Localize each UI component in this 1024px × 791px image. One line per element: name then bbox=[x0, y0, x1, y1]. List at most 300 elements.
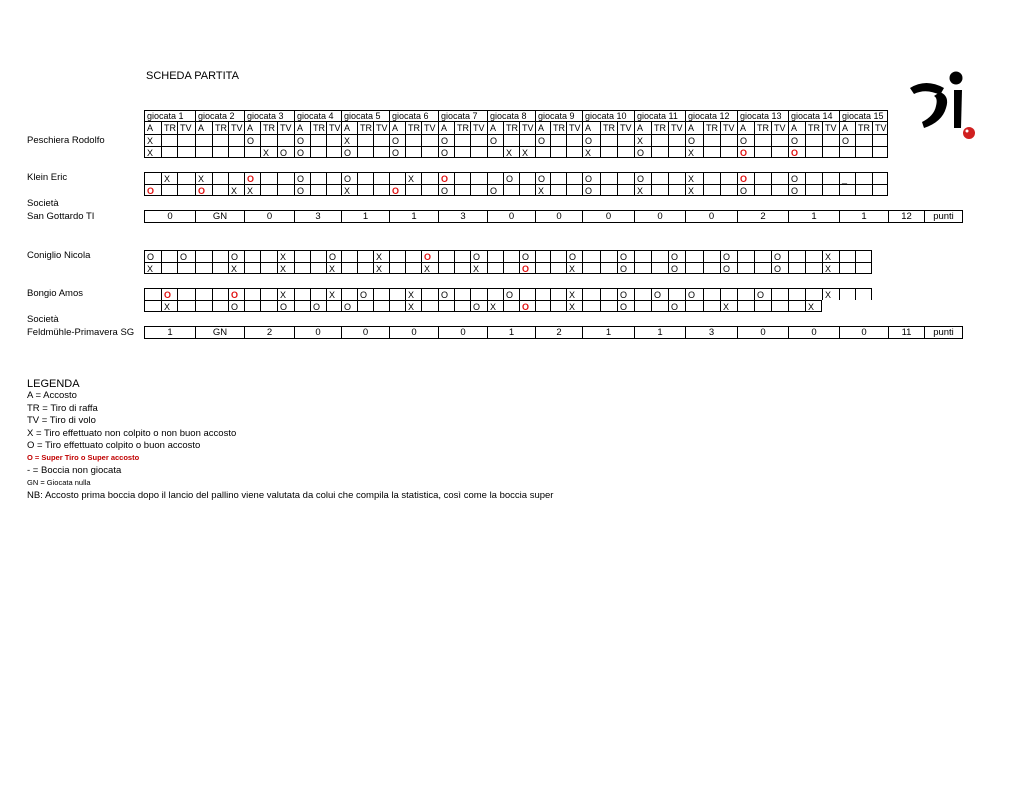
score-cell bbox=[685, 300, 703, 312]
score-cell bbox=[535, 250, 550, 262]
score-cell: O bbox=[294, 134, 310, 146]
score-cell bbox=[310, 172, 326, 184]
score-cell: X bbox=[144, 134, 161, 146]
score-cell bbox=[326, 172, 341, 184]
score-cell bbox=[244, 300, 260, 312]
score-cell: X bbox=[405, 288, 421, 300]
score-cell: X bbox=[566, 288, 582, 300]
score-cell bbox=[805, 146, 822, 158]
score-cell bbox=[582, 288, 600, 300]
score-cell bbox=[839, 262, 855, 274]
score-cell bbox=[260, 288, 277, 300]
round-header: giocata 7 bbox=[438, 110, 487, 121]
team1-total: 1 bbox=[341, 210, 389, 223]
score-cell bbox=[668, 146, 685, 158]
score-cell bbox=[805, 288, 822, 300]
score-cell: O bbox=[737, 134, 754, 146]
score-cell: O bbox=[310, 300, 326, 312]
score-cell: O bbox=[244, 134, 260, 146]
score-cell bbox=[294, 300, 310, 312]
legend-item: TR = Tiro di raffa bbox=[27, 402, 98, 414]
score-cell: O bbox=[294, 172, 310, 184]
score-cell bbox=[470, 134, 487, 146]
score-cell: X bbox=[421, 262, 438, 274]
column-header: TR bbox=[651, 121, 668, 134]
column-header: TV bbox=[519, 121, 535, 134]
score-cell: O bbox=[634, 146, 651, 158]
score-cell: X bbox=[277, 250, 294, 262]
team1-total: 2 bbox=[737, 210, 788, 223]
bocce-player-logo bbox=[906, 68, 982, 142]
score-cell bbox=[685, 262, 703, 274]
score-cell: O bbox=[195, 184, 212, 196]
page-title: SCHEDA PARTITA bbox=[146, 70, 239, 82]
column-header: TV bbox=[771, 121, 788, 134]
score-cell bbox=[470, 288, 487, 300]
score-cell: O bbox=[617, 288, 634, 300]
team2-total: GN bbox=[195, 326, 244, 339]
score-cell bbox=[634, 250, 651, 262]
score-cell: O bbox=[535, 172, 550, 184]
score-cell: X bbox=[405, 172, 421, 184]
round-header: giocata 4 bbox=[294, 110, 341, 121]
score-cell bbox=[703, 134, 720, 146]
score-cell bbox=[822, 172, 839, 184]
score-cell bbox=[244, 250, 260, 262]
score-cell bbox=[519, 172, 535, 184]
score-cell: O bbox=[839, 134, 855, 146]
score-cell bbox=[805, 184, 822, 196]
score-cell bbox=[703, 300, 720, 312]
score-cell bbox=[454, 172, 470, 184]
score-cell: O bbox=[294, 184, 310, 196]
team2-total: 0 bbox=[438, 326, 487, 339]
score-cell: O bbox=[357, 288, 373, 300]
score-cell bbox=[244, 146, 260, 158]
legend-note: NB: Accosto prima boccia dopo il lancio del pallino viene valutata da colui che compila la statistica, così come la boccia super bbox=[27, 489, 554, 501]
score-cell: X bbox=[634, 184, 651, 196]
score-cell: X bbox=[720, 300, 737, 312]
score-cell: O bbox=[161, 288, 177, 300]
column-header: TR bbox=[600, 121, 617, 134]
score-cell: X bbox=[195, 172, 212, 184]
score-cell bbox=[855, 262, 872, 274]
score-cell bbox=[519, 134, 535, 146]
score-cell bbox=[212, 262, 228, 274]
column-header: TV bbox=[228, 121, 244, 134]
score-cell: O bbox=[771, 250, 788, 262]
score-cell bbox=[805, 250, 822, 262]
team1-total: 0 bbox=[244, 210, 294, 223]
column-header: TR bbox=[161, 121, 177, 134]
score-cell bbox=[487, 288, 503, 300]
legend-item: TV = Tiro di volo bbox=[27, 415, 96, 427]
score-cell bbox=[872, 184, 888, 196]
team2-total: 0 bbox=[737, 326, 788, 339]
round-header: giocata 1 bbox=[144, 110, 195, 121]
column-header: A bbox=[144, 121, 161, 134]
score-cell: O bbox=[228, 288, 244, 300]
score-cell: X bbox=[161, 300, 177, 312]
column-header: A bbox=[737, 121, 754, 134]
score-cell bbox=[855, 288, 872, 300]
team2-total: 0 bbox=[341, 326, 389, 339]
column-header: TR bbox=[212, 121, 228, 134]
score-cell: O bbox=[685, 288, 703, 300]
score-cell bbox=[195, 134, 212, 146]
score-cell bbox=[582, 262, 600, 274]
score-cell bbox=[454, 288, 470, 300]
column-header: A bbox=[788, 121, 805, 134]
score-cell: X bbox=[326, 288, 341, 300]
score-cell: O bbox=[389, 134, 405, 146]
score-cell bbox=[421, 172, 438, 184]
score-cell bbox=[260, 250, 277, 262]
score-cell bbox=[720, 184, 737, 196]
column-header: A bbox=[487, 121, 503, 134]
player-name: Bongio Amos bbox=[27, 288, 83, 299]
column-header: TV bbox=[326, 121, 341, 134]
score-cell bbox=[582, 250, 600, 262]
score-cell bbox=[405, 250, 421, 262]
score-cell: X bbox=[405, 300, 421, 312]
score-cell: O bbox=[487, 134, 503, 146]
column-header: TV bbox=[566, 121, 582, 134]
score-cell bbox=[177, 172, 195, 184]
score-cell bbox=[855, 146, 872, 158]
column-header: A bbox=[438, 121, 454, 134]
score-cell bbox=[177, 300, 195, 312]
column-header: A bbox=[634, 121, 651, 134]
score-cell: X bbox=[822, 262, 839, 274]
score-cell bbox=[703, 288, 720, 300]
team-name: Feldmühle-Primavera SG bbox=[27, 327, 135, 338]
score-cell: O bbox=[788, 184, 805, 196]
score-cell: O bbox=[582, 172, 600, 184]
score-cell: X bbox=[535, 184, 550, 196]
score-cell bbox=[357, 134, 373, 146]
score-cell bbox=[161, 184, 177, 196]
score-cell bbox=[754, 134, 771, 146]
score-cell bbox=[855, 250, 872, 262]
score-cell bbox=[634, 300, 651, 312]
score-cell bbox=[405, 262, 421, 274]
score-cell bbox=[310, 184, 326, 196]
score-cell bbox=[405, 146, 421, 158]
score-cell bbox=[326, 184, 341, 196]
score-cell bbox=[195, 262, 212, 274]
team2-total: 3 bbox=[685, 326, 737, 339]
column-header: A bbox=[341, 121, 357, 134]
column-header: A bbox=[839, 121, 855, 134]
score-cell bbox=[161, 146, 177, 158]
team1-total: 0 bbox=[487, 210, 535, 223]
score-cell bbox=[535, 300, 550, 312]
score-cell bbox=[771, 288, 788, 300]
score-cell: X bbox=[685, 172, 703, 184]
score-cell bbox=[310, 134, 326, 146]
score-cell bbox=[754, 184, 771, 196]
score-cell bbox=[754, 250, 771, 262]
score-cell bbox=[550, 134, 566, 146]
column-header: TR bbox=[550, 121, 566, 134]
score-cell bbox=[788, 250, 805, 262]
score-cell: O bbox=[634, 172, 651, 184]
score-cell bbox=[389, 288, 405, 300]
score-cell bbox=[260, 262, 277, 274]
score-cell: O bbox=[294, 146, 310, 158]
score-cell bbox=[566, 184, 582, 196]
score-cell bbox=[310, 262, 326, 274]
score-cell bbox=[260, 184, 277, 196]
score-cell bbox=[357, 146, 373, 158]
score-cell bbox=[405, 184, 421, 196]
score-cell: O bbox=[582, 184, 600, 196]
score-cell bbox=[470, 146, 487, 158]
score-cell bbox=[389, 172, 405, 184]
score-cell bbox=[872, 146, 888, 158]
score-cell bbox=[212, 288, 228, 300]
score-cell bbox=[503, 300, 519, 312]
score-cell: X bbox=[341, 184, 357, 196]
score-cell bbox=[373, 172, 389, 184]
team2-total: punti bbox=[924, 326, 963, 339]
score-cell bbox=[503, 134, 519, 146]
score-cell: O bbox=[470, 250, 487, 262]
score-cell bbox=[703, 262, 720, 274]
score-cell bbox=[550, 300, 566, 312]
score-cell bbox=[294, 288, 310, 300]
score-cell bbox=[668, 288, 685, 300]
round-header: giocata 9 bbox=[535, 110, 582, 121]
score-cell bbox=[212, 172, 228, 184]
player-name: Peschiera Rodolfo bbox=[27, 135, 105, 146]
column-header: TR bbox=[310, 121, 326, 134]
round-header: giocata 5 bbox=[341, 110, 389, 121]
score-cell bbox=[600, 262, 617, 274]
score-cell: X bbox=[805, 300, 822, 312]
score-cell bbox=[373, 288, 389, 300]
round-header: giocata 15 bbox=[839, 110, 888, 121]
score-cell bbox=[487, 172, 503, 184]
score-cell: _ bbox=[839, 172, 855, 184]
score-cell bbox=[454, 134, 470, 146]
score-cell bbox=[737, 288, 754, 300]
score-cell bbox=[720, 288, 737, 300]
round-header: giocata 11 bbox=[634, 110, 685, 121]
score-cell bbox=[357, 250, 373, 262]
score-cell bbox=[582, 300, 600, 312]
score-cell bbox=[600, 172, 617, 184]
team-name: San Gottardo TI bbox=[27, 211, 95, 222]
round-header: giocata 13 bbox=[737, 110, 788, 121]
score-cell: O bbox=[389, 184, 405, 196]
score-cell bbox=[668, 184, 685, 196]
score-cell: X bbox=[634, 134, 651, 146]
score-cell bbox=[600, 300, 617, 312]
team2-total: 2 bbox=[535, 326, 582, 339]
legend-heading: LEGENDA bbox=[27, 378, 80, 390]
score-cell: O bbox=[668, 250, 685, 262]
score-cell bbox=[788, 288, 805, 300]
score-cell bbox=[703, 184, 720, 196]
score-cell bbox=[651, 300, 668, 312]
score-cell: O bbox=[277, 300, 294, 312]
team1-total: 1 bbox=[788, 210, 839, 223]
score-cell bbox=[720, 134, 737, 146]
team1-total: 0 bbox=[144, 210, 195, 223]
score-cell: O bbox=[503, 172, 519, 184]
score-cell: O bbox=[771, 262, 788, 274]
score-cell bbox=[357, 184, 373, 196]
score-cell: O bbox=[277, 146, 294, 158]
score-cell bbox=[177, 146, 195, 158]
score-cell bbox=[357, 300, 373, 312]
score-cell bbox=[617, 184, 634, 196]
score-cell: O bbox=[144, 184, 161, 196]
score-cell bbox=[668, 134, 685, 146]
score-cell bbox=[651, 172, 668, 184]
team2-total: 0 bbox=[788, 326, 839, 339]
score-cell: O bbox=[438, 184, 454, 196]
score-cell: O bbox=[487, 184, 503, 196]
column-header: A bbox=[294, 121, 310, 134]
score-cell bbox=[550, 250, 566, 262]
score-cell: X bbox=[326, 262, 341, 274]
score-cell: O bbox=[754, 288, 771, 300]
round-header: giocata 2 bbox=[195, 110, 244, 121]
score-cell bbox=[470, 184, 487, 196]
score-cell bbox=[600, 288, 617, 300]
score-cell: O bbox=[668, 262, 685, 274]
score-cell bbox=[487, 262, 503, 274]
score-cell bbox=[737, 300, 754, 312]
legend-item: O = Tiro effettuato colpito o buon accosto bbox=[27, 440, 201, 452]
column-header: TV bbox=[617, 121, 634, 134]
score-cell bbox=[822, 184, 839, 196]
score-cell bbox=[277, 184, 294, 196]
score-cell bbox=[550, 262, 566, 274]
legend-dash: - = Boccia non giocata bbox=[27, 464, 122, 476]
score-cell bbox=[535, 288, 550, 300]
score-cell bbox=[212, 134, 228, 146]
column-header: A bbox=[195, 121, 212, 134]
score-cell bbox=[788, 300, 805, 312]
column-header: TV bbox=[277, 121, 294, 134]
score-cell: O bbox=[720, 262, 737, 274]
score-cell bbox=[294, 262, 310, 274]
column-header: TR bbox=[855, 121, 872, 134]
score-cell bbox=[389, 300, 405, 312]
team2-total: 2 bbox=[244, 326, 294, 339]
score-cell bbox=[341, 250, 357, 262]
team2-total: 0 bbox=[294, 326, 341, 339]
score-cell: O bbox=[685, 134, 703, 146]
score-cell bbox=[822, 146, 839, 158]
score-cell bbox=[421, 300, 438, 312]
score-cell bbox=[373, 134, 389, 146]
score-cell bbox=[438, 250, 454, 262]
score-cell bbox=[161, 262, 177, 274]
score-cell bbox=[389, 250, 405, 262]
team2-total: 0 bbox=[839, 326, 888, 339]
column-header: TR bbox=[805, 121, 822, 134]
team2-total: 1 bbox=[634, 326, 685, 339]
score-cell bbox=[600, 250, 617, 262]
score-cell bbox=[503, 250, 519, 262]
score-cell bbox=[195, 146, 212, 158]
score-cell bbox=[277, 172, 294, 184]
round-header: giocata 10 bbox=[582, 110, 634, 121]
score-cell bbox=[651, 134, 668, 146]
score-cell: X bbox=[277, 288, 294, 300]
team2-total: 1 bbox=[144, 326, 195, 339]
score-cell bbox=[310, 288, 326, 300]
score-cell bbox=[634, 288, 651, 300]
score-cell bbox=[438, 300, 454, 312]
score-cell: X bbox=[373, 250, 389, 262]
score-cell bbox=[600, 184, 617, 196]
score-cell: O bbox=[535, 134, 550, 146]
score-cell bbox=[161, 134, 177, 146]
score-cell bbox=[617, 146, 634, 158]
score-cell bbox=[566, 134, 582, 146]
score-cell bbox=[454, 262, 470, 274]
score-cell: O bbox=[341, 172, 357, 184]
score-cell bbox=[487, 146, 503, 158]
score-cell bbox=[805, 172, 822, 184]
column-header: TV bbox=[668, 121, 685, 134]
score-cell bbox=[341, 262, 357, 274]
score-cell bbox=[703, 250, 720, 262]
score-cell: O bbox=[228, 250, 244, 262]
score-cell bbox=[550, 288, 566, 300]
score-cell bbox=[754, 146, 771, 158]
score-cell bbox=[839, 250, 855, 262]
score-cell: O bbox=[438, 288, 454, 300]
score-cell bbox=[855, 134, 872, 146]
score-cell: O bbox=[341, 146, 357, 158]
score-cell: X bbox=[487, 300, 503, 312]
score-cell: X bbox=[228, 262, 244, 274]
score-cell bbox=[326, 146, 341, 158]
societa-label: Società bbox=[27, 314, 59, 325]
score-cell: O bbox=[566, 250, 582, 262]
team1-total: 1 bbox=[389, 210, 438, 223]
column-header: A bbox=[535, 121, 550, 134]
column-header: TR bbox=[754, 121, 771, 134]
column-header: A bbox=[685, 121, 703, 134]
score-cell: O bbox=[438, 172, 454, 184]
column-header: TV bbox=[470, 121, 487, 134]
team1-total: 1 bbox=[839, 210, 888, 223]
score-cell bbox=[260, 134, 277, 146]
score-cell bbox=[421, 134, 438, 146]
score-cell bbox=[805, 134, 822, 146]
score-cell: O bbox=[326, 250, 341, 262]
score-cell bbox=[566, 172, 582, 184]
score-cell bbox=[161, 250, 177, 262]
score-cell: O bbox=[228, 300, 244, 312]
column-header: TV bbox=[822, 121, 839, 134]
score-cell: _ bbox=[839, 146, 855, 158]
score-cell bbox=[373, 146, 389, 158]
score-cell bbox=[357, 172, 373, 184]
score-cell bbox=[228, 134, 244, 146]
team2-total: 1 bbox=[582, 326, 634, 339]
column-header: A bbox=[244, 121, 260, 134]
score-cell: O bbox=[503, 288, 519, 300]
